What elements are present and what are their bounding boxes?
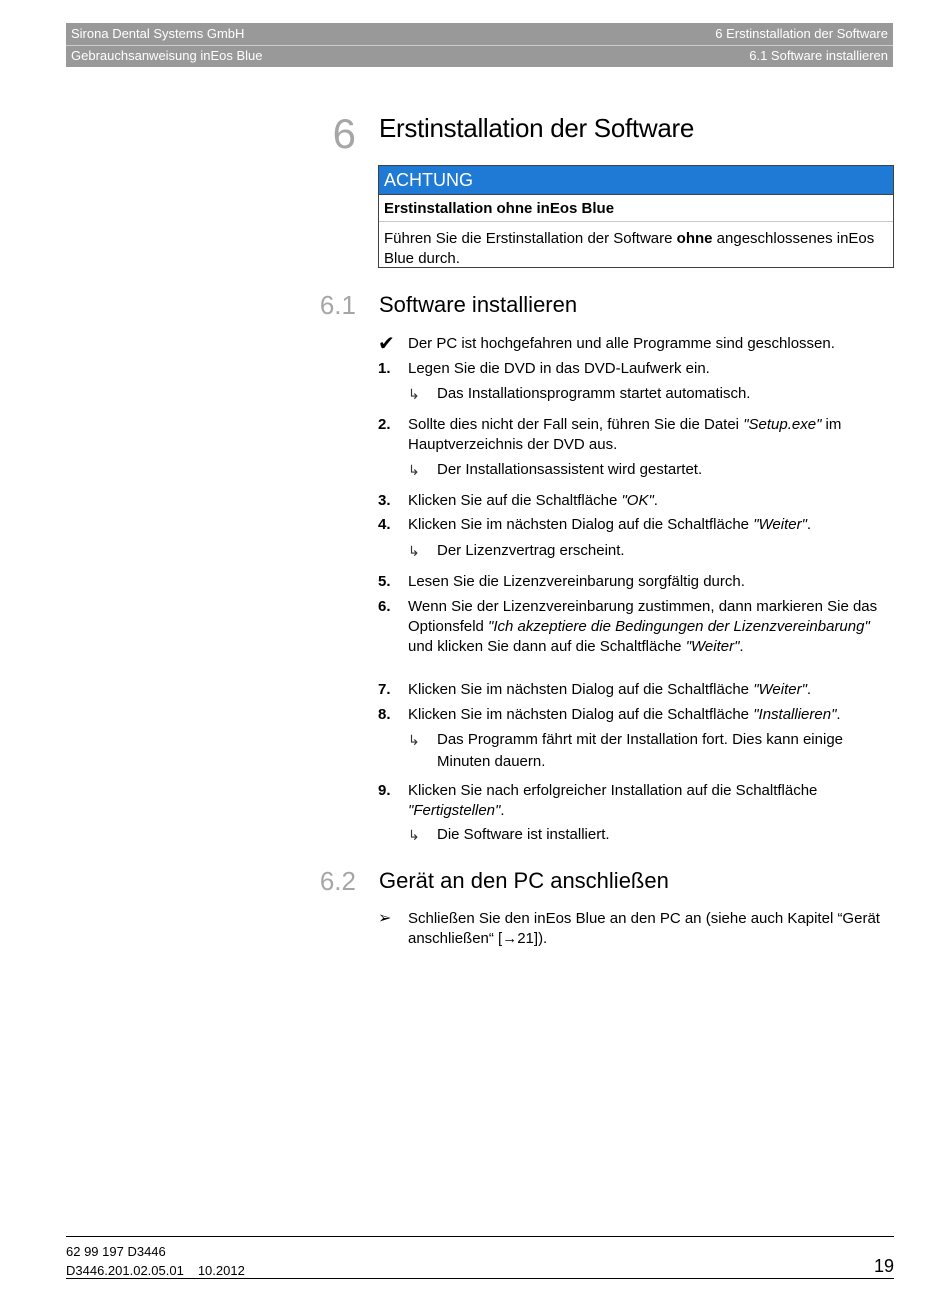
chapter-title: Erstinstallation der Software: [379, 113, 695, 143]
header-manual: Gebrauchsanweisung inEos Blue: [71, 48, 263, 63]
instruction-arrow-icon: ➢: [378, 910, 392, 927]
section-number-6-1: 6.1: [319, 290, 356, 320]
footer-date: 10.2012: [197, 1263, 245, 1278]
header-chapter-ref: 6 Erstinstallation der Software: [715, 26, 888, 41]
result-arrow-icon: ↳: [408, 543, 420, 559]
page-header: [66, 23, 893, 67]
footer-divider-bottom: [66, 1278, 894, 1279]
chapter-number: 6: [332, 110, 356, 157]
footer-order-no: 62 99 197 D3446: [66, 1244, 166, 1259]
check-icon: ✔: [378, 333, 395, 355]
header-section-ref: 6.1 Software installieren: [749, 48, 888, 63]
warning-box: [378, 165, 894, 268]
footer-divider-top: [66, 1236, 894, 1237]
page-number: 19: [873, 1256, 894, 1276]
section-title-6-1: Software installieren: [379, 292, 578, 317]
result-arrow-icon: ↳: [408, 386, 420, 402]
result-arrow-icon: ↳: [408, 462, 420, 478]
footer-doc-id: D3446.201.02.05.01: [66, 1263, 184, 1278]
warning-subtitle: Erstinstallation ohne inEos Blue: [379, 195, 893, 222]
footer-doc-info: [66, 1242, 245, 1280]
result-arrow-icon: ↳: [408, 732, 420, 748]
warning-label: ACHTUNG: [379, 166, 893, 195]
result-arrow-icon: ↳: [408, 827, 420, 843]
section-number-6-2: 6.2: [319, 866, 356, 896]
section-title-6-2: Gerät an den PC anschließen: [379, 868, 669, 893]
header-company: Sirona Dental Systems GmbH: [71, 26, 245, 41]
warning-body: Führen Sie die Erstinstallation der Software ohne angeschlossenes inEos Blue durch.: [384, 230, 875, 267]
